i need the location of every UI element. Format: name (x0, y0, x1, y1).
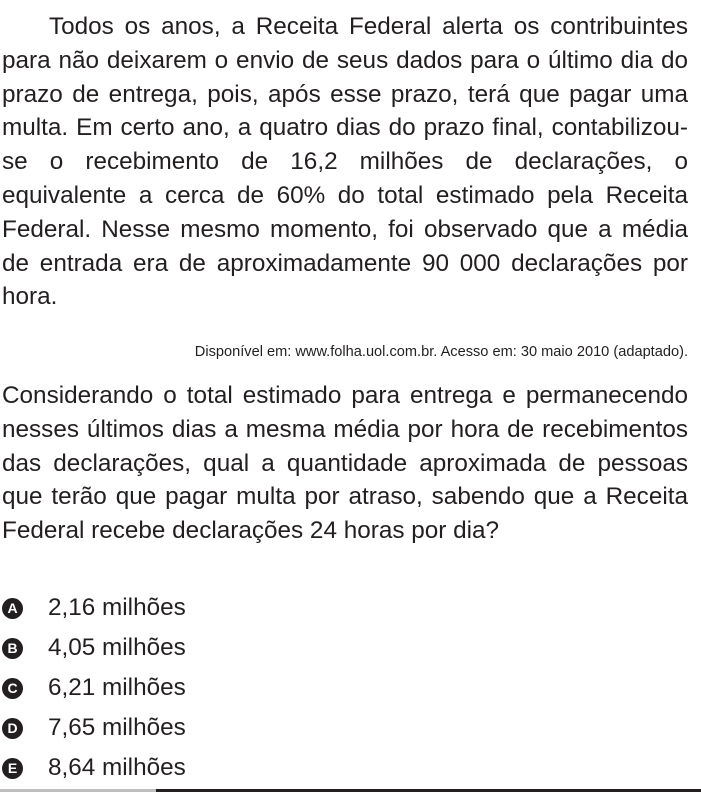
source-citation: Disponível em: www.folha.uol.com.br. Acesso em: 30 maio 2010 (adaptado). (194, 344, 688, 360)
option-letter-badge: A (2, 598, 23, 619)
option-letter-badge: D (2, 718, 23, 739)
option-d[interactable] (2, 708, 402, 748)
option-a[interactable] (2, 588, 402, 628)
option-letter-badge: C (2, 678, 23, 699)
option-letter-badge: E (2, 758, 23, 779)
option-letter-badge: B (2, 638, 23, 659)
option-text: 6,21 milhões (48, 674, 186, 701)
option-text: 4,05 milhões (48, 634, 186, 661)
intro-paragraph: Todos os anos, a Receita Federal alerta os contribuintes para não deixarem o envio de seus dados para o último dia do prazo de entrega, pois, após esse prazo, terá que pagar uma multa. Em certo ano, a quatro dias do prazo final, contabilizou-se o recebimento de 16,2 milhões de declarações, o equivalente a cerca de 60% do total estimado pela Receita Federal. Nesse mesmo momento, foi observado que a média de entrada era de aproximadamente 90 000 declarações por hora. (2, 13, 688, 311)
answer-options (2, 588, 402, 788)
option-c[interactable] (2, 668, 402, 708)
option-text: 2,16 milhões (48, 594, 186, 621)
option-b[interactable] (2, 628, 402, 668)
question-paragraph: Considerando o total estimado para entrega e permanecendo nesses últimos dias a mesma média por hora de recebimentos das declarações, qual a quantidade aproximada de pessoas que terão que pagar multa por atraso, sabendo que a Receita Federal recebe declarações 24 horas por dia? (2, 382, 688, 545)
option-e[interactable] (2, 748, 402, 788)
option-text: 8,64 milhões (48, 754, 186, 781)
option-text: 7,65 milhões (48, 714, 186, 741)
